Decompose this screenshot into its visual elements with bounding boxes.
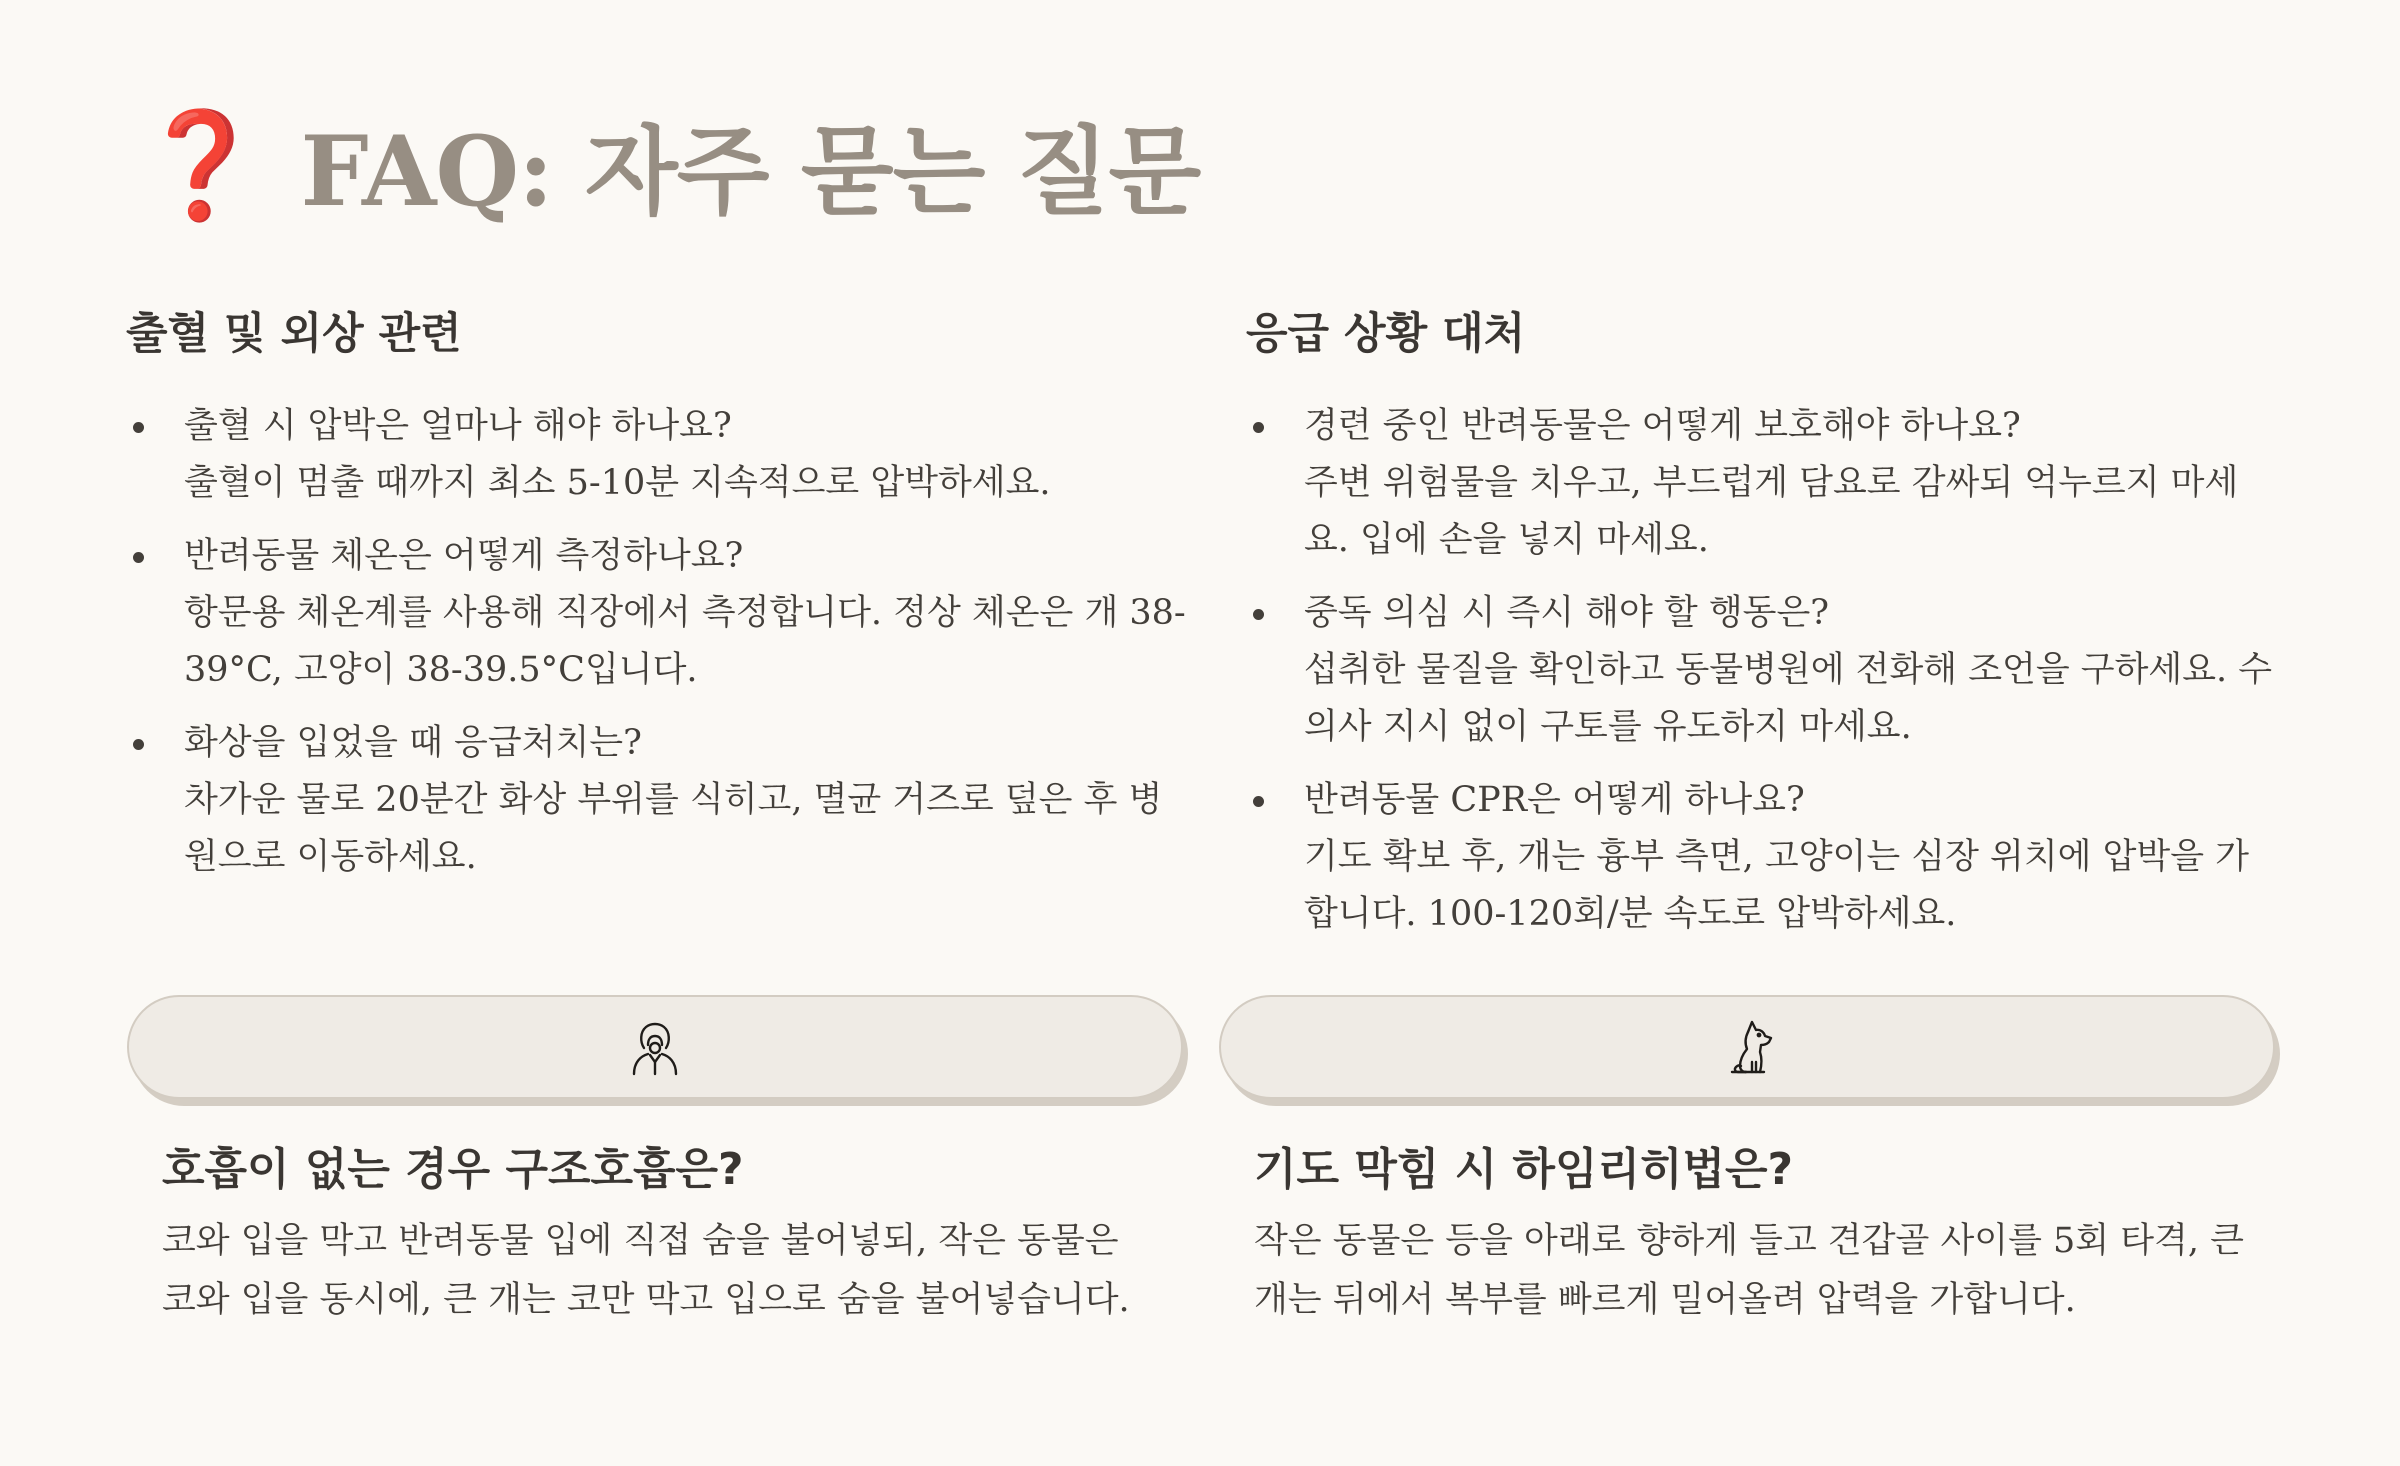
card-body-rescue-breathing: 코와 입을 막고 반려동물 입에 직접 숨을 불어넣되, 작은 동물은 코와 입을 동시에, 큰 개는 코만 막고 입으로 숨을 불어넣습니다. [162, 1221, 1130, 1320]
page-title-text: FAQ: 자주 묻는 질문 [300, 115, 1201, 228]
card-title-heimlich: 기도 막힘 시 하임리히법은? [1254, 1144, 1794, 1195]
section-heading-emergency: 응급 상황 대처 [1246, 309, 1526, 359]
faq-item [1248, 772, 2278, 943]
faq-question: 반려동물 체온은 어떻게 측정하나요? [184, 536, 744, 576]
faq-item [128, 398, 1188, 512]
faq-answer: 섭취한 물질을 확인하고 동물병원에 전화해 조언을 구하세요. 수의사 지시 없이 구토를 유도하지 마세요. [1304, 650, 2273, 747]
question-mark-icon: ❓ [136, 102, 265, 226]
faq-item [128, 715, 1188, 886]
faq-answer: 기도 확보 후, 개는 흉부 측면, 고양이는 심장 위치에 압박을 가합니다. 100-120회/분 속도로 압박하세요. [1304, 837, 2249, 934]
card-title-rescue-breathing: 호흡이 없는 경우 구조호흡은? [162, 1144, 744, 1195]
faq-list-bleeding [128, 398, 1188, 902]
faq-question: 경련 중인 반려동물은 어떻게 보호해야 하나요? [1304, 406, 2021, 446]
faq-answer: 주변 위험물을 치우고, 부드럽게 담요로 감싸되 억누르지 마세요. 입에 손을 넣지 마세요. [1304, 463, 2239, 560]
heimlich-banner [1219, 995, 2275, 1099]
dog-icon [1718, 1018, 1776, 1076]
faq-question: 화상을 입었을 때 응급처치는? [184, 723, 642, 763]
faq-question: 반려동물 CPR은 어떻게 하나요? [1304, 780, 1805, 820]
card-body-heimlich: 작은 동물은 등을 아래로 향하게 들고 견갑골 사이를 5회 타격, 큰 개는 뒤에서 복부를 빠르게 밀어올려 압력을 가합니다. [1254, 1221, 2244, 1320]
faq-answer: 차가운 물로 20분간 화상 부위를 식히고, 멸균 거즈로 덮은 후 병원으로 이동하세요. [184, 780, 1163, 877]
faq-item [1248, 585, 2278, 756]
section-heading-bleeding: 출혈 및 외상 관련 [126, 309, 462, 359]
faq-list-emergency [1248, 398, 2278, 959]
faq-question: 출혈 시 압박은 얼마나 해야 하나요? [184, 406, 732, 446]
faq-question: 중독 의심 시 즉시 해야 할 행동은? [1304, 593, 1830, 633]
faq-item [128, 528, 1188, 699]
faq-item [1248, 398, 2278, 569]
faq-answer: 출혈이 멈출 때까지 최소 5-10분 지속적으로 압박하세요. [184, 463, 1051, 503]
faq-answer: 항문용 체온계를 사용해 직장에서 측정합니다. 정상 체온은 개 38-39°C, 고양이 38-39.5°C입니다. [184, 593, 1186, 690]
rescue-breathing-banner [127, 995, 1183, 1099]
page-title [136, 96, 1200, 233]
person-breathing-icon [626, 1018, 684, 1076]
